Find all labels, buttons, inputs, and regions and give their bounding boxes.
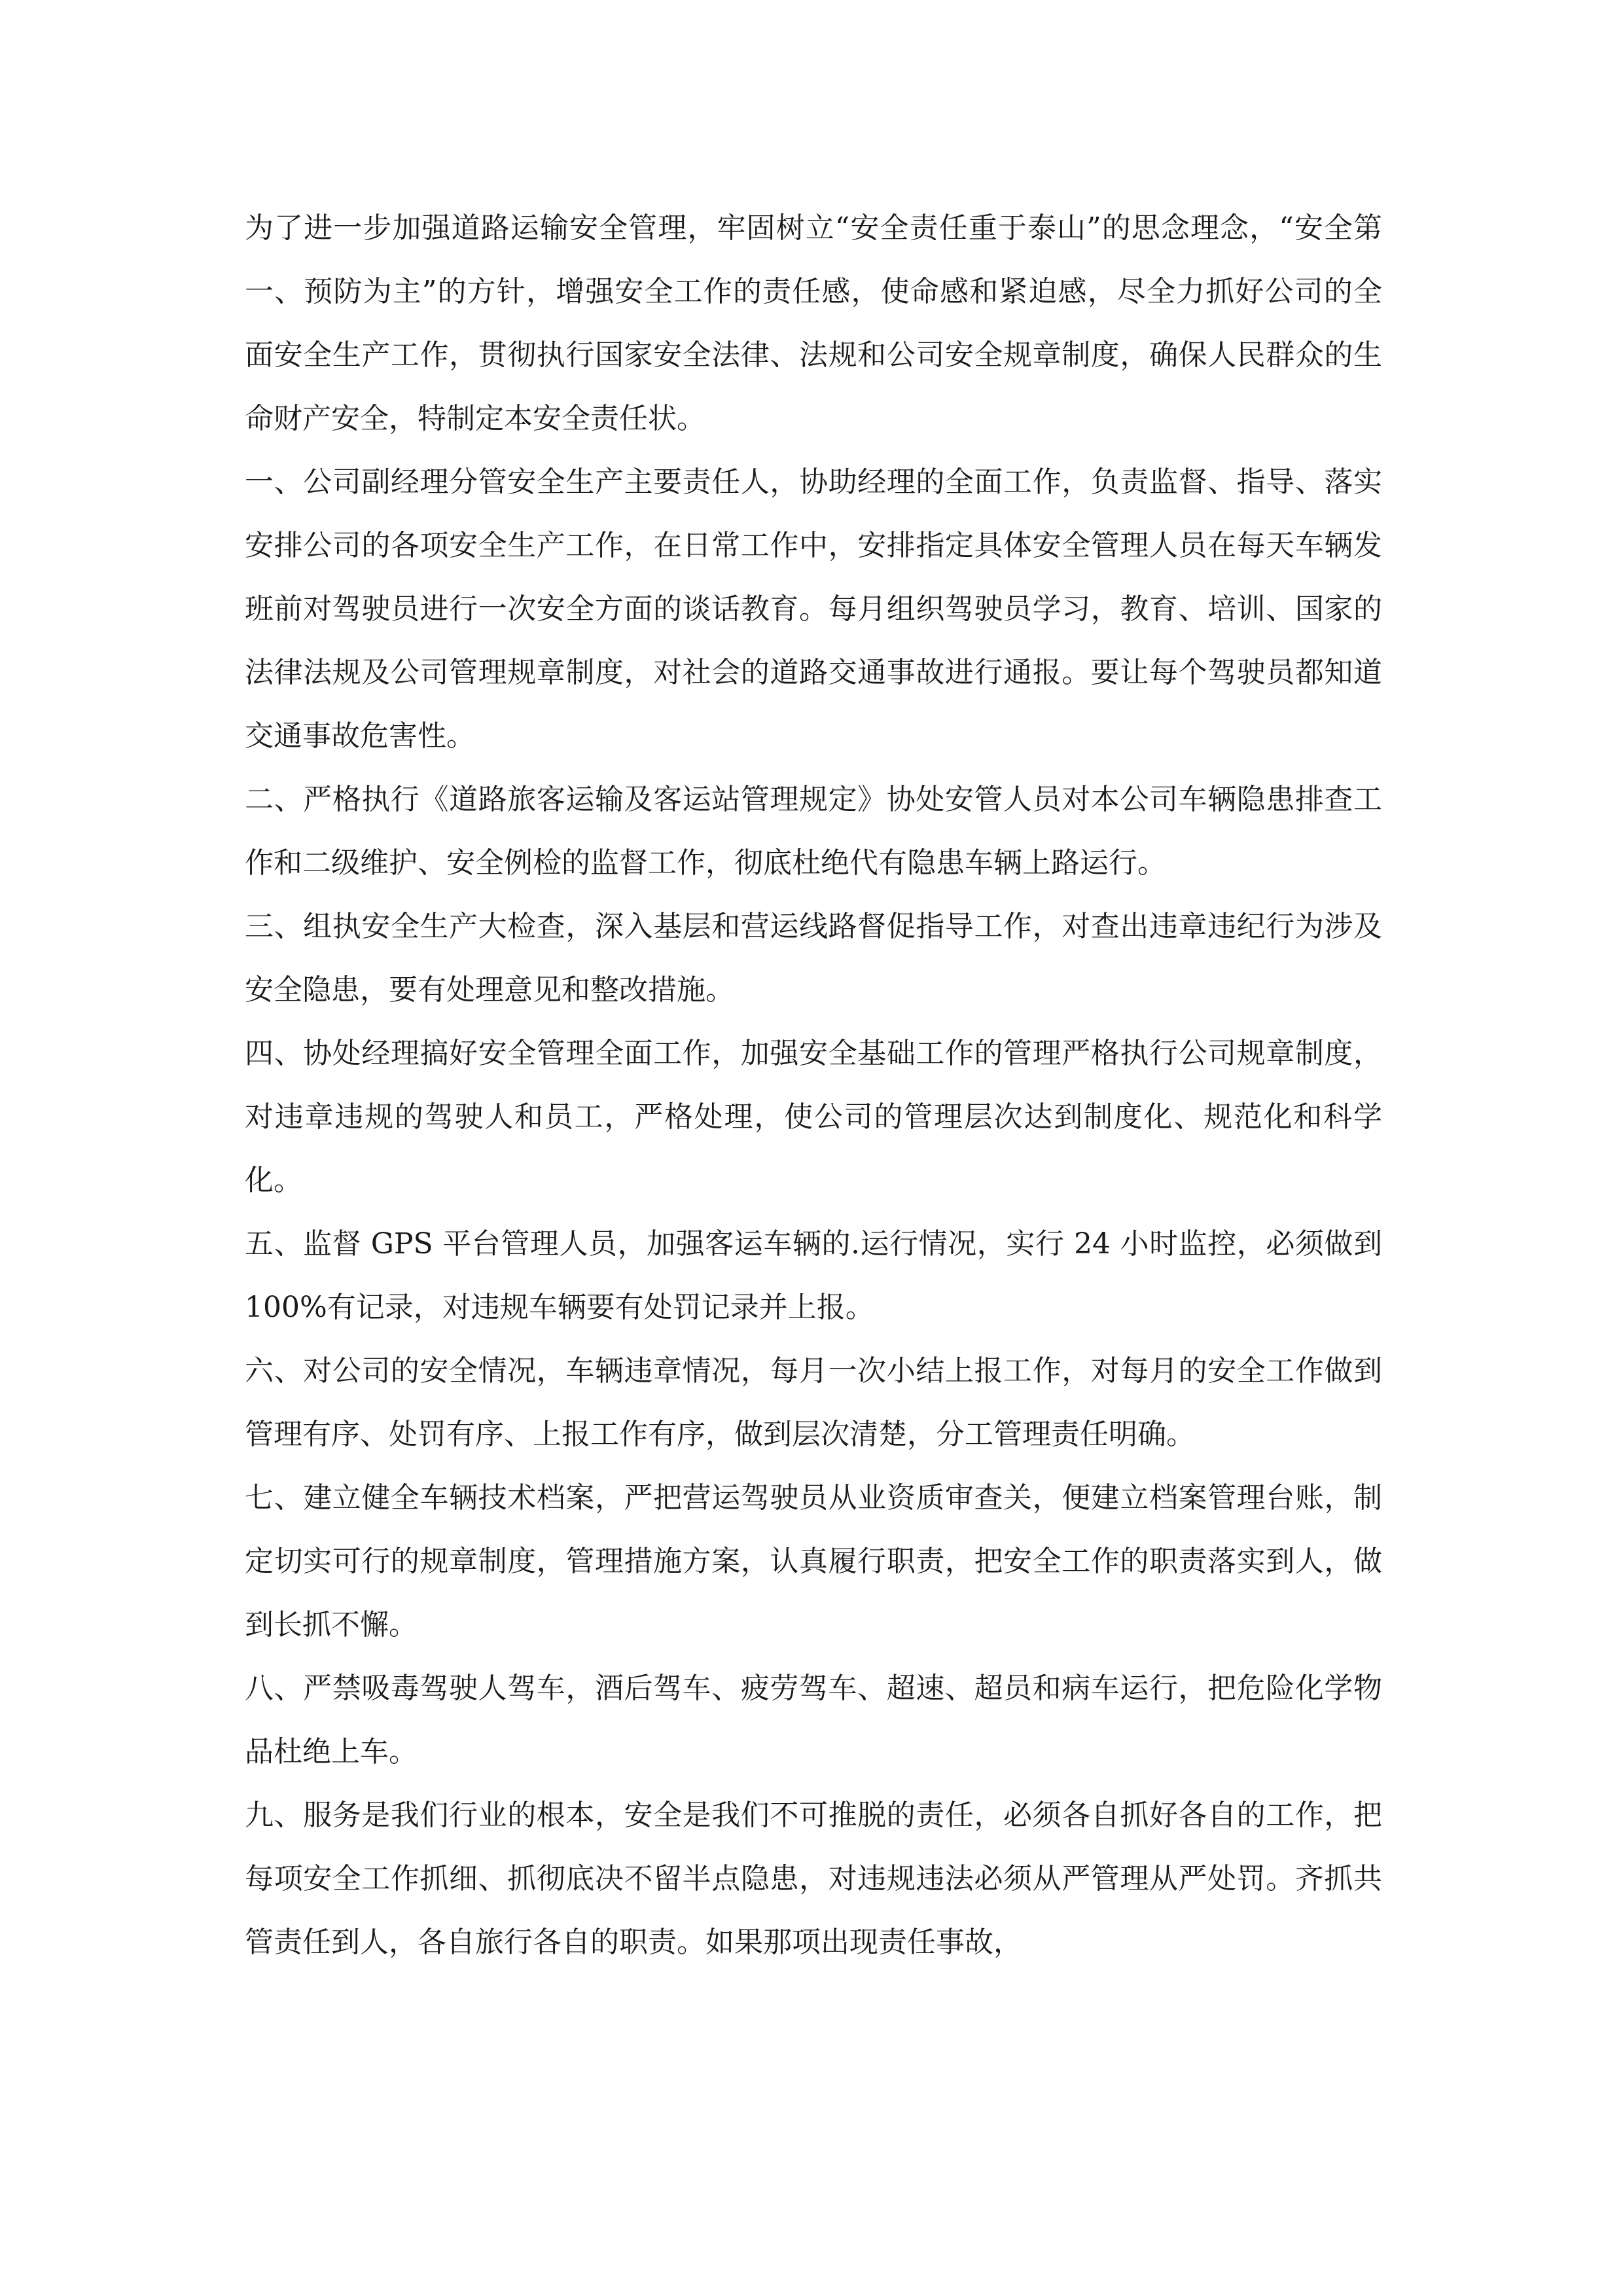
document-body xyxy=(245,196,1382,1974)
clause-8-paragraph: 八、严禁吸毒驾驶人驾车，酒后驾车、疲劳驾车、超速、超员和病车运行，把危险化学物品杜绝上车。 xyxy=(245,1672,1382,1768)
clause-4-paragraph: 四、协处经理搞好安全管理全面工作，加强安全基础工作的管理严格执行公司规章制度，对违章违规的驾驶人和员工，严格处理，使公司的管理层次达到制度化、规范化和科学化。 xyxy=(245,1037,1382,1197)
clause-7-paragraph: 七、建立健全车辆技术档案，严把营运驾驶员从业资质审查关，便建立档案管理台账，制定切实可行的规章制度，管理措施方案，认真履行职责，把安全工作的职责落实到人，做到长抓不懈。 xyxy=(245,1481,1382,1641)
clause-3-paragraph: 三、组执安全生产大检查，深入基层和营运线路督促指导工作，对查出违章违纪行为涉及安全隐患，要有处理意见和整改措施。 xyxy=(245,910,1382,1007)
clause-9-paragraph: 九、服务是我们行业的根本，安全是我们不可推脱的责任，必须各自抓好各自的工作，把每项安全工作抓细、抓彻底决不留半点隐患，对违规违法必须从严管理从严处罚。齐抓共管责任到人，各自旅行各自的职责。如果那项出现责任事故， xyxy=(245,1799,1382,1959)
clause-2-paragraph: 二、严格执行《道路旅客运输及客运站管理规定》协处安管人员对本公司车辆隐患排查工作和二级维护、安全例检的监督工作，彻底杜绝代有隐患车辆上路运行。 xyxy=(245,783,1382,880)
clause-1-paragraph: 一、公司副经理分管安全生产主要责任人，协助经理的全面工作，负责监督、指导、落实安排公司的各项安全生产工作，在日常工作中，安排指定具体安全管理人员在每天车辆发班前对驾驶员进行一次安全方面的谈话教育。每月组织驾驶员学习，教育、培训、国家的法律法规及公司管理规章制度，对社会的道路交通事故进行通报。要让每个驾驶员都知道交通事故危害性。 xyxy=(245,465,1382,753)
clause-5-paragraph: 五、监督 GPS 平台管理人员，加强客运车辆的.运行情况，实行 24 小时监控，必须做到 100%有记录，对违规车辆要有处罚记录并上报。 xyxy=(245,1227,1382,1324)
intro-paragraph: 为了进一步加强道路运输安全管理，牢固树立“安全责任重于泰山”的思念理念，“安全第一、预防为主”的方针，增强安全工作的责任感，使命感和紧迫感，尽全力抓好公司的全面安全生产工作，贯彻执行国家安全法律、法规和公司安全规章制度，确保人民群众的生命财产安全，特制定本安全责任状。 xyxy=(245,211,1382,435)
clause-6-paragraph: 六、对公司的安全情况，车辆违章情况，每月一次小结上报工作，对每月的安全工作做到管理有序、处罚有序、上报工作有序，做到层次清楚，分工管理责任明确。 xyxy=(245,1354,1382,1451)
